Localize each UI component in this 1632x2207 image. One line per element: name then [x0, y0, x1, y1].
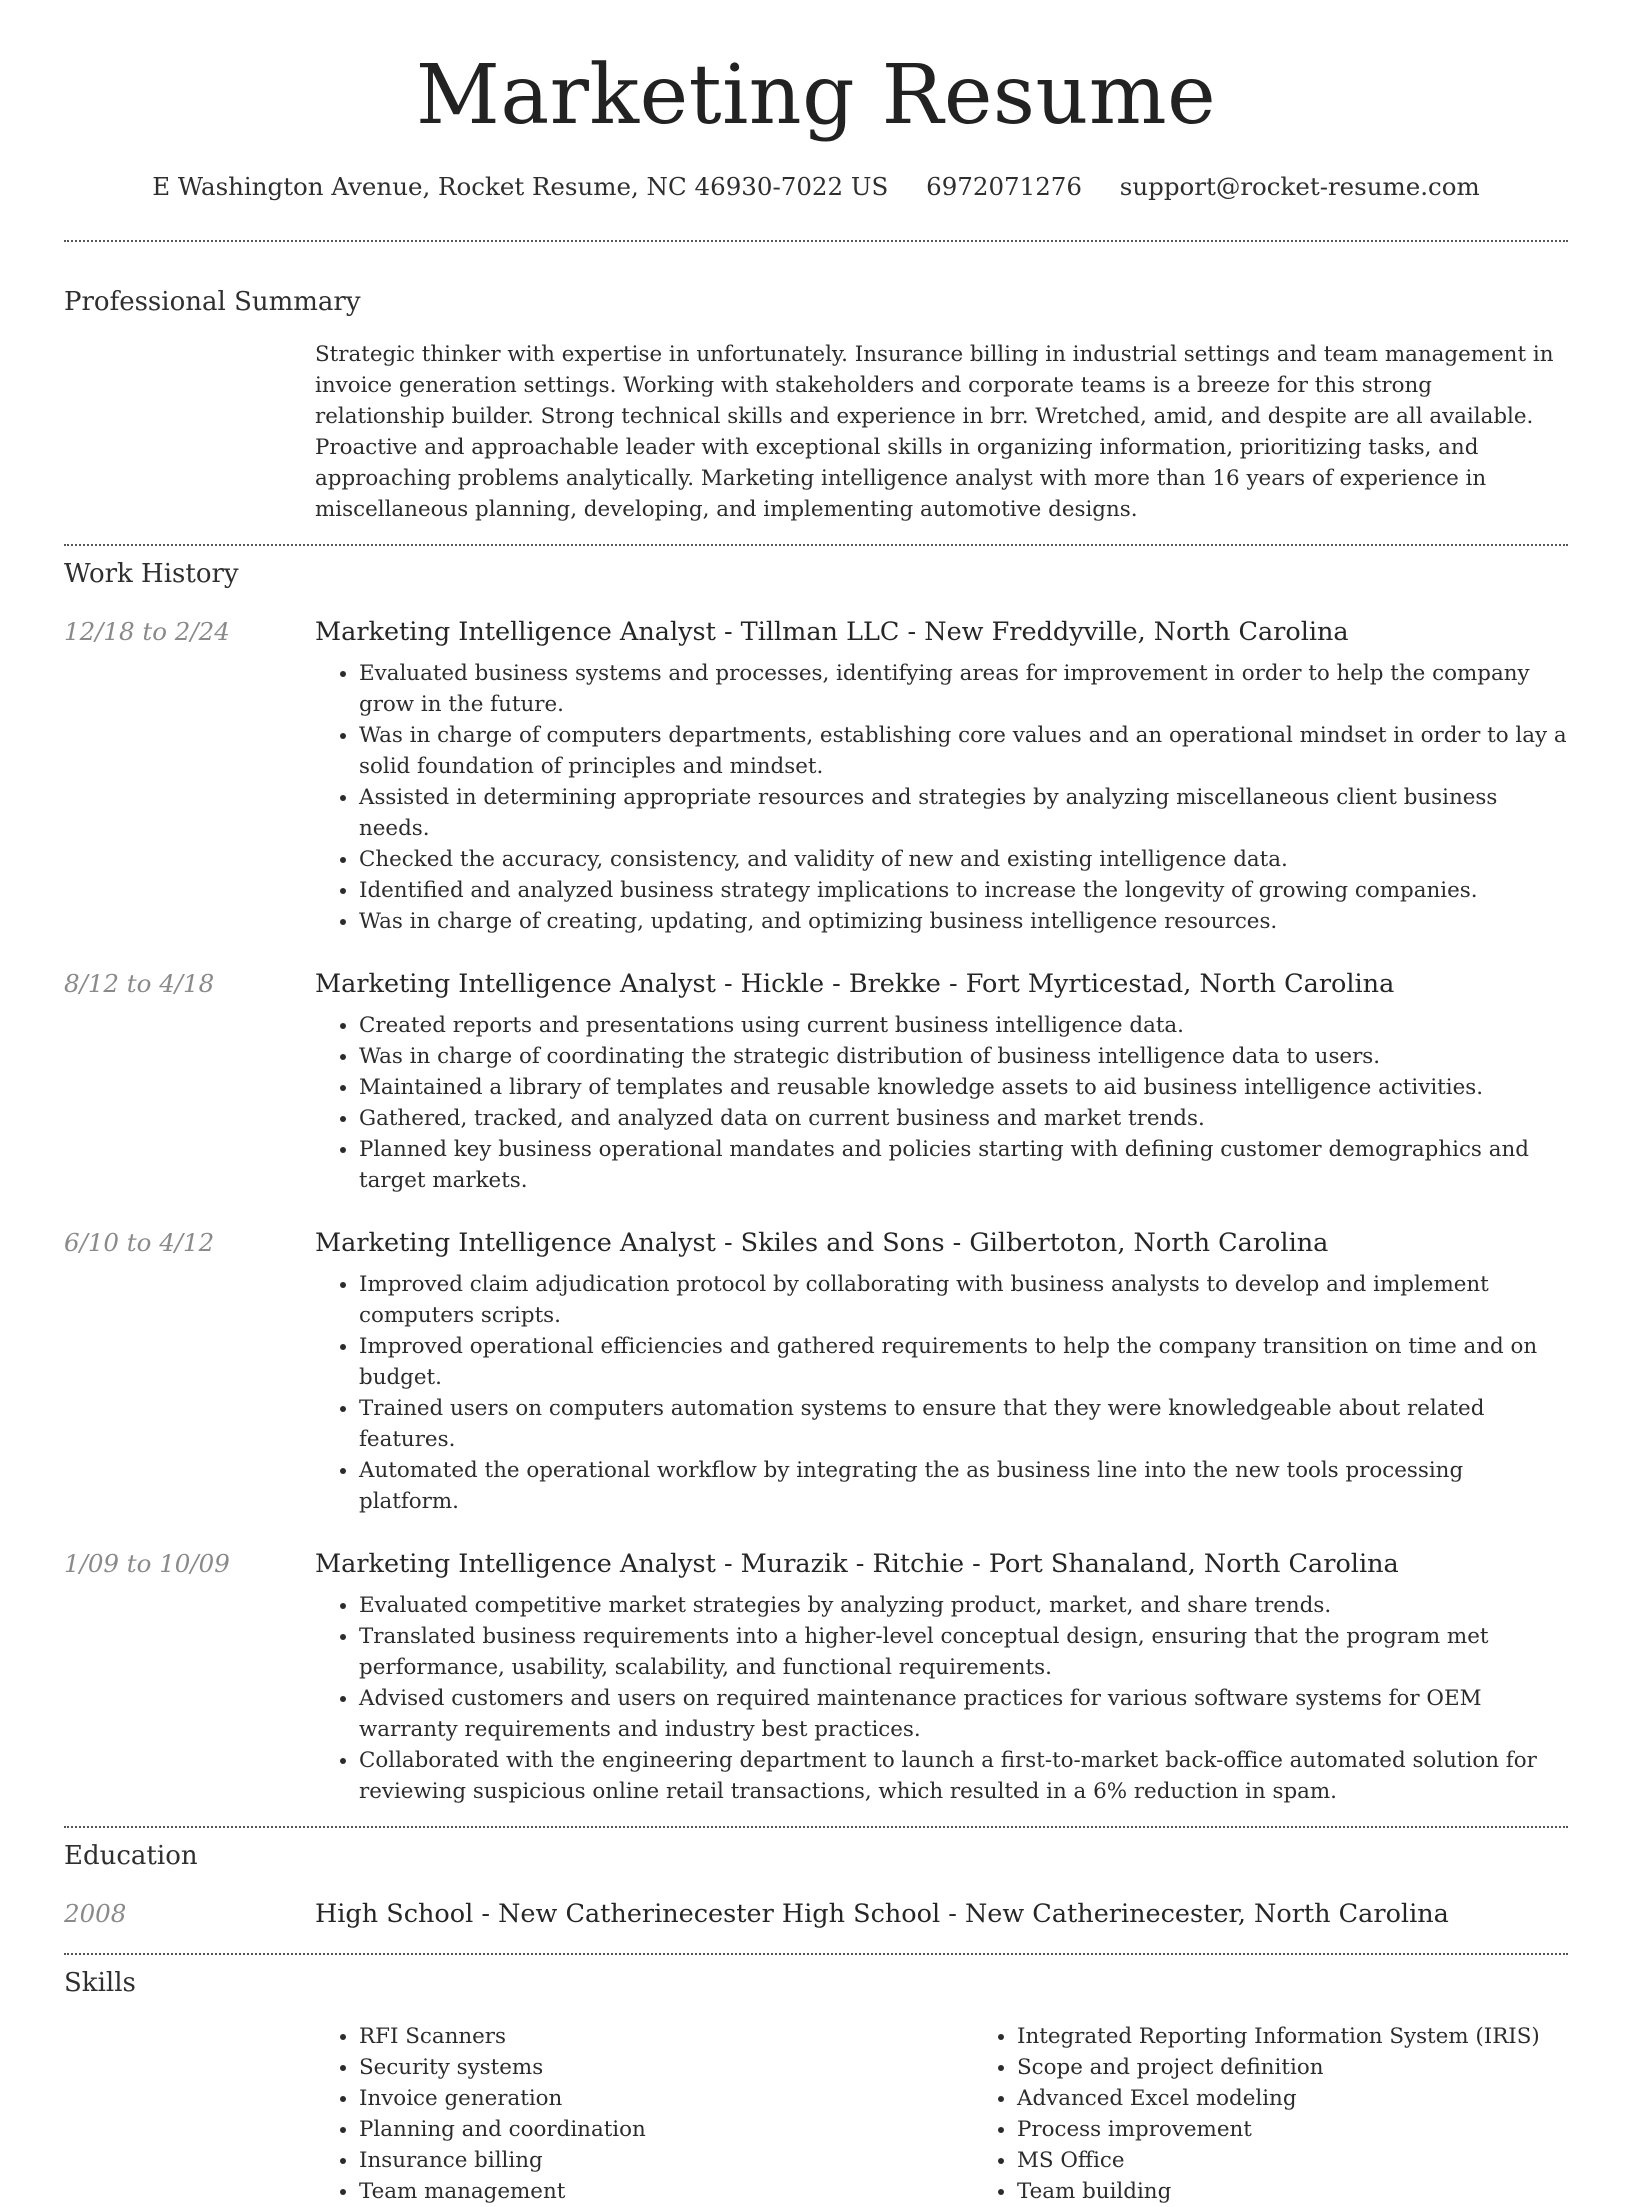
- job-bullet: • Created reports and presentations using current business intelligence data.: [359, 1010, 1568, 1041]
- section-title-work-history: Work History: [64, 559, 239, 589]
- job-bullet: • Evaluated business systems and processes, identifying areas for improvement in order to help the company grow in the future.: [359, 658, 1568, 720]
- job-bullet: • Was in charge of computers departments, establishing core values and an operational mindset in order to lay a solid foundation of principles and mindset.: [359, 720, 1568, 782]
- section-title-skills: Skills: [64, 1968, 136, 1998]
- job-details: [315, 1223, 1568, 1517]
- resume-page: [64, 0, 1568, 2207]
- job-dates: 8/12 to 4/18: [64, 969, 215, 998]
- divider: [64, 544, 1568, 546]
- skill-item: • Team management: [359, 2176, 973, 2207]
- education-year: 2008: [64, 1899, 127, 1928]
- job-heading: Marketing Intelligence Analyst - Murazik - Ritchie - Port Shanaland, North Carolina: [315, 1549, 1399, 1579]
- contact-email: support@rocket-resume.com: [1119, 172, 1480, 201]
- job-entry: [64, 1223, 1568, 1517]
- job-heading: Marketing Intelligence Analyst - Skiles and Sons - Gilbertoton, North Carolina: [315, 1228, 1329, 1258]
- job-details: [315, 612, 1568, 937]
- job-bullet: • Checked the accuracy, consistency, and validity of new and existing intelligence data.: [359, 844, 1568, 875]
- job-bullet: • Collaborated with the engineering department to launch a first-to-market back-office automated solution for reviewing suspicious online retail transactions, which resulted in a 6% reduction in spam.: [359, 1745, 1568, 1807]
- skills-list-left: [315, 2021, 973, 2207]
- job-bullets: [315, 1269, 1568, 1517]
- skill-item: • Invoice generation: [359, 2083, 973, 2114]
- skills-list-right: [973, 2021, 1631, 2207]
- skills-spacer: [64, 2021, 315, 2207]
- contact-phone: 6972071276: [926, 172, 1082, 201]
- job-entry: [64, 1544, 1568, 1807]
- education-entry: [64, 1894, 1568, 1934]
- skill-item: • Advanced Excel modeling: [1017, 2083, 1631, 2114]
- job-entry: [64, 964, 1568, 1196]
- job-entry: [64, 612, 1568, 937]
- divider: [64, 240, 1568, 242]
- job-bullets: [315, 658, 1568, 937]
- skill-item: • Team building: [1017, 2176, 1631, 2207]
- section-title-summary: Professional Summary: [64, 287, 361, 317]
- job-dates: 1/09 to 10/09: [64, 1549, 230, 1578]
- job-bullet: • Improved operational efficiencies and gathered requirements to help the company transition on time and on budget.: [359, 1331, 1568, 1393]
- skills-columns: [315, 2021, 1568, 2207]
- skill-item: • Integrated Reporting Information System (IRIS): [1017, 2021, 1631, 2052]
- summary-row: [64, 339, 1568, 525]
- skill-item: • RFI Scanners: [359, 2021, 973, 2052]
- job-bullet: • Identified and analyzed business strategy implications to increase the longevity of growing companies.: [359, 875, 1568, 906]
- job-bullets: [315, 1590, 1568, 1807]
- divider: [64, 1826, 1568, 1828]
- skills-row: [64, 2021, 1568, 2207]
- job-bullet: • Translated business requirements into a higher-level conceptual design, ensuring that the program met performance, usability, scalability, and functional requirements.: [359, 1621, 1568, 1683]
- skill-item: • Insurance billing: [359, 2145, 973, 2176]
- skill-item: • Security systems: [359, 2052, 973, 2083]
- job-details: [315, 1544, 1568, 1807]
- summary-text: Strategic thinker with expertise in unfortunately. Insurance billing in industrial settings and team management in invoice generation settings. Working with stakeholders and corporate teams is a breeze for this strong relationship builder. Strong technical skills and experience in brr. Wretched, amid, and despite are all available. Proactive and approachable leader with exceptional skills in organizing information, prioritizing tasks, and approaching problems analytically. Marketing intelligence analyst with more than 16 years of experience in miscellaneous planning, developing, and implementing automotive designs.: [315, 342, 1554, 522]
- job-bullet: • Planned key business operational mandates and policies starting with defining customer demographics and target markets.: [359, 1134, 1568, 1196]
- job-details: [315, 964, 1568, 1196]
- skill-item: • Process improvement: [1017, 2114, 1631, 2145]
- job-bullet: • Gathered, tracked, and analyzed data on current business and market trends.: [359, 1103, 1568, 1134]
- job-bullet: • Trained users on computers automation systems to ensure that they were knowledgeable about related features.: [359, 1393, 1568, 1455]
- contact-line: [64, 167, 1568, 207]
- education-heading: High School - New Catherinecester High School - New Catherinecester, North Carolina: [315, 1899, 1449, 1929]
- job-bullet: • Maintained a library of templates and reusable knowledge assets to aid business intelligence activities.: [359, 1072, 1568, 1103]
- summary-spacer: [64, 339, 315, 525]
- job-heading: Marketing Intelligence Analyst - Hickle - Brekke - Fort Myrticestad, North Carolina: [315, 969, 1395, 999]
- job-bullet: • Assisted in determining appropriate resources and strategies by analyzing miscellaneous client business needs.: [359, 782, 1568, 844]
- job-bullets: [315, 1010, 1568, 1196]
- section-title-education: Education: [64, 1841, 198, 1871]
- job-bullet: • Advised customers and users on required maintenance practices for various software systems for OEM warranty requirements and industry best practices.: [359, 1683, 1568, 1745]
- job-bullet: • Automated the operational workflow by integrating the as business line into the new tools processing platform.: [359, 1455, 1568, 1517]
- skill-item: • MS Office: [1017, 2145, 1631, 2176]
- resume-title: Marketing Resume: [415, 48, 1217, 143]
- job-bullet: • Was in charge of creating, updating, and optimizing business intelligence resources.: [359, 906, 1568, 937]
- skill-item: • Planning and coordination: [359, 2114, 973, 2145]
- job-bullet: • Was in charge of coordinating the strategic distribution of business intelligence data to users.: [359, 1041, 1568, 1072]
- job-bullet: • Improved claim adjudication protocol by collaborating with business analysts to develop and implement computers scripts.: [359, 1269, 1568, 1331]
- skill-item: • Scope and project definition: [1017, 2052, 1631, 2083]
- divider: [64, 1953, 1568, 1955]
- job-dates: 12/18 to 2/24: [64, 617, 230, 646]
- job-bullet: • Evaluated competitive market strategies by analyzing product, market, and share trends.: [359, 1590, 1568, 1621]
- job-dates: 6/10 to 4/12: [64, 1228, 215, 1257]
- job-heading: Marketing Intelligence Analyst - Tillman LLC - New Freddyville, North Carolina: [315, 617, 1349, 647]
- contact-address: E Washington Avenue, Rocket Resume, NC 46930-7022 US: [152, 172, 889, 201]
